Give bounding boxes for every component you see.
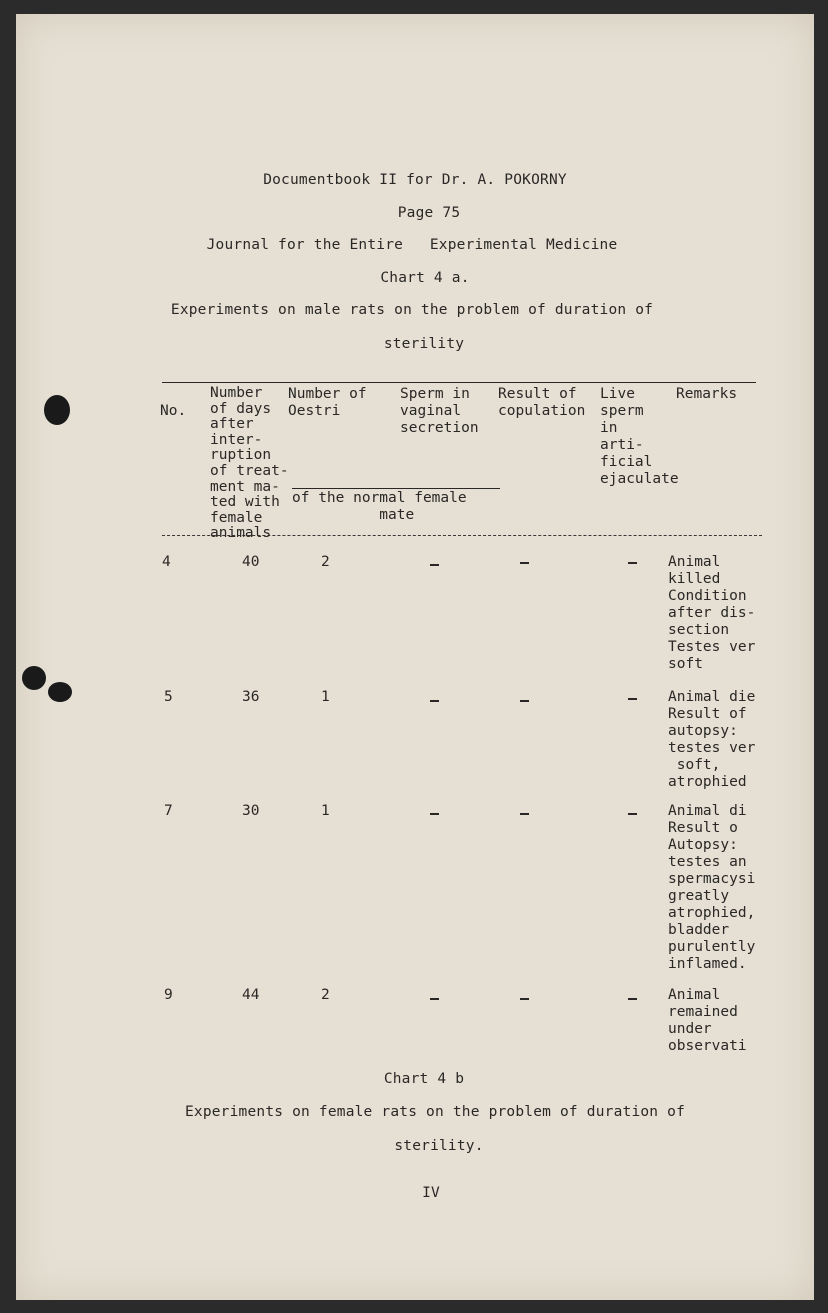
column-header-no: No.: [160, 403, 187, 419]
documentbook-heading: Documentbook II for Dr. A. POKORNY: [263, 172, 567, 188]
column-header-days: Number of days after inter- ruption of treat- ment ma- ted with female animals: [210, 385, 289, 542]
punch-hole-top: [44, 395, 70, 425]
page-number: Page 75: [397, 205, 461, 221]
row-4-result-dash: [520, 998, 529, 1000]
row-4-days: 44: [242, 987, 260, 1003]
row-3-no: 7: [164, 803, 173, 819]
row-1-remarks: Animal killed Condition after dis- section Testes ver soft: [668, 554, 756, 672]
row-2-live-dash: [628, 698, 637, 700]
subheader-rule: [292, 488, 500, 489]
column-header-live: Live sperm in arti- ficial ejaculate: [600, 386, 679, 487]
punch-hole-middle-fragment: [48, 682, 72, 702]
row-4-oestri: 2: [321, 987, 330, 1003]
column-subheader-normal-female-mate: of the normal female mate: [292, 490, 467, 523]
row-2-no: 5: [164, 689, 173, 705]
row-2-oestri: 1: [321, 689, 330, 705]
row-1-result-dash: [520, 562, 529, 564]
chart-a-subtitle-line1: Experiments on male rats on the problem of duration of: [170, 302, 654, 318]
column-header-remarks: Remarks: [676, 386, 738, 402]
row-3-result-dash: [520, 813, 529, 815]
row-2-days: 36: [242, 689, 260, 705]
column-header-sperm: Sperm in vaginal secretion: [400, 386, 479, 436]
column-header-oestri: Number of Oestri: [288, 386, 367, 419]
row-2-sperm-dash: [430, 700, 439, 702]
row-3-oestri: 1: [321, 803, 330, 819]
page-roman-numeral: IV: [422, 1185, 440, 1201]
row-1-live-dash: [628, 562, 637, 564]
journal-title: Journal for the Entire Experimental Medicine: [206, 237, 618, 253]
row-4-remarks: Animal remained under observati: [668, 987, 747, 1054]
row-1-oestri: 2: [321, 554, 330, 570]
column-header-result: Result of copulation: [498, 386, 586, 419]
document-page: [16, 14, 814, 1300]
row-1-sperm-dash: [430, 564, 439, 566]
row-2-result-dash: [520, 700, 529, 702]
chart-b-subtitle-line2: sterility.: [394, 1138, 484, 1154]
row-4-live-dash: [628, 998, 637, 1000]
chart-a-subtitle-line2: sterility: [383, 336, 465, 352]
row-3-sperm-dash: [430, 813, 439, 815]
row-1-no: 4: [162, 554, 171, 570]
table-top-rule: [162, 382, 756, 383]
chart-a-title: Chart 4 a.: [380, 270, 470, 286]
row-4-no: 9: [164, 987, 173, 1003]
row-3-live-dash: [628, 813, 637, 815]
row-1-days: 40: [242, 554, 260, 570]
row-3-days: 30: [242, 803, 260, 819]
row-3-remarks: Animal di Result o Autopsy: testes an spermacysi greatly atrophied, bladder purulently inflamed.: [668, 803, 756, 972]
row-2-remarks: Animal die Result of autopsy: testes ver soft, atrophied: [668, 689, 756, 790]
row-4-sperm-dash: [430, 998, 439, 1000]
chart-b-title: Chart 4 b: [383, 1071, 465, 1087]
chart-b-subtitle-line1: Experiments on female rats on the problem of duration of: [184, 1104, 686, 1120]
punch-hole-middle: [22, 666, 46, 690]
